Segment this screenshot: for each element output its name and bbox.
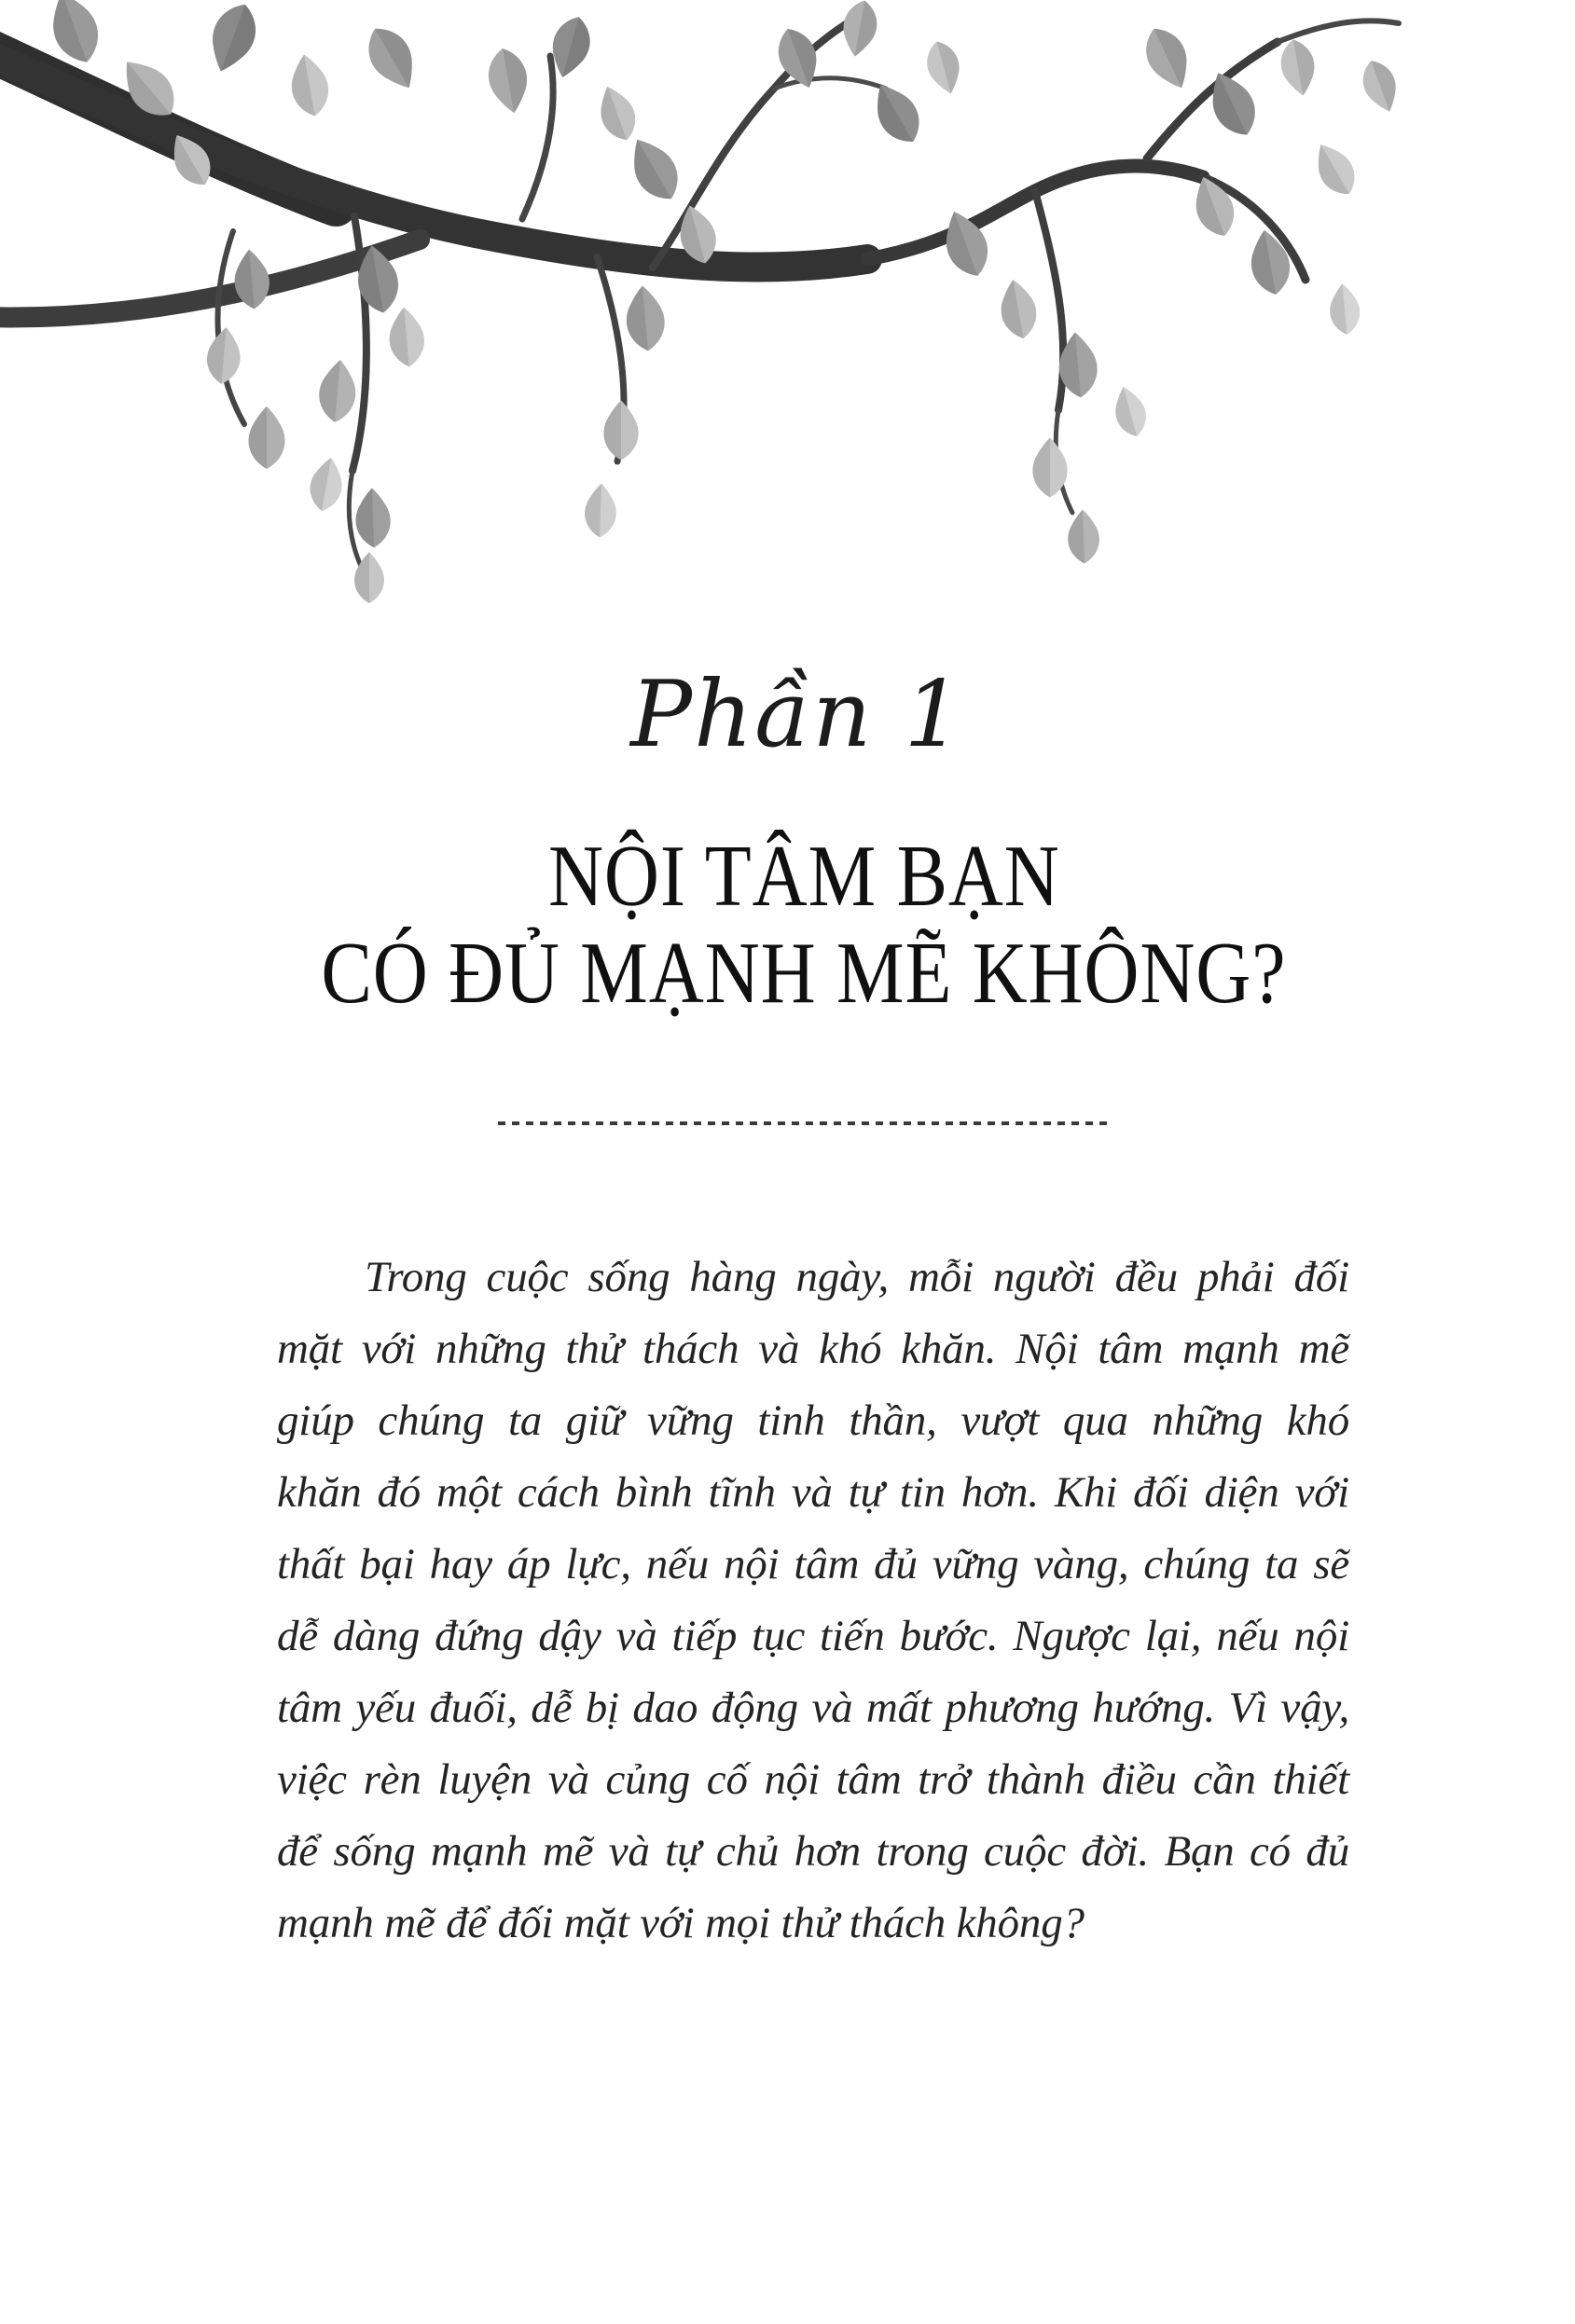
body-paragraph <box>277 1242 1349 1960</box>
branch-limbs <box>0 17 1399 576</box>
paragraph-line: tâm yếu đuối, dễ bị dao động và mất phương hướng. Vì vậy, <box>277 1684 1349 1732</box>
part-label: Phần 1 <box>630 662 964 768</box>
branch-leaves <box>42 0 1404 603</box>
page-title <box>0 828 1575 1022</box>
paragraph-line: mặt với những thử thách và khó khăn. Nội tâm mạnh mẽ <box>277 1325 1349 1373</box>
title-line-2: CÓ ĐỦ MẠNH MẼ KHÔNG? <box>321 925 1287 1022</box>
paragraph-line: việc rèn luyện và củng cố nội tâm trở thành điều cần thiết <box>277 1755 1349 1804</box>
dashed-divider <box>498 1121 1113 1125</box>
paragraph-line: dễ dàng đứng dậy và tiếp tục tiến bước. Ngược lại, nếu nội <box>277 1612 1349 1660</box>
paragraph-line: khăn đó một cách bình tĩnh và tự tin hơn. Khi đối diện với <box>277 1468 1349 1517</box>
branch-leaves-illustration <box>0 0 1575 606</box>
paragraph-line: thất bại hay áp lực, nếu nội tâm đủ vững vàng, chúng ta sẽ <box>277 1540 1349 1588</box>
paragraph-line: giúp chúng ta giữ vững tinh thần, vượt qua những khó <box>277 1396 1349 1445</box>
paragraph-line: mạnh mẽ để đối mặt với mọi thử thách không? <box>277 1899 1085 1947</box>
paragraph-line: Trong cuộc sống hàng ngày, mỗi người đều phải đối <box>365 1253 1349 1301</box>
paragraph-line: để sống mạnh mẽ và tự chủ hơn trong cuộc đời. Bạn có đủ <box>277 1827 1349 1876</box>
title-line-1: NỘI TÂM BẠN <box>547 828 1060 925</box>
